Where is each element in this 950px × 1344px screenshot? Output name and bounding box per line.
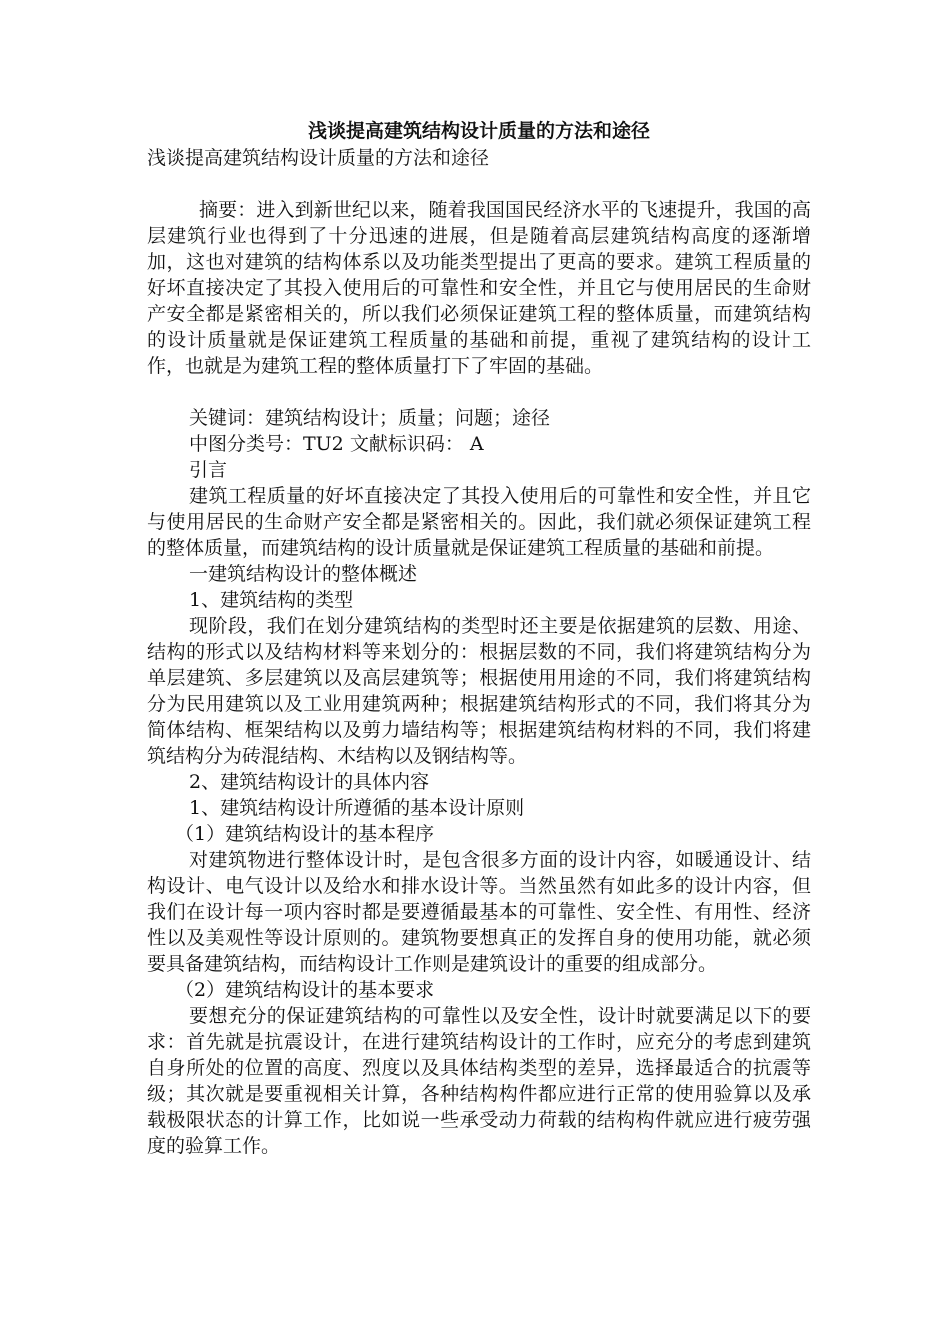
spacer [147,379,811,405]
keywords-line: 关键词：建筑结构设计；质量；问题；途径 [189,407,551,429]
section1-heading: 一建筑结构设计的整体概述 [189,563,418,585]
requirement-heading: （2）建筑结构设计的基本要求 [175,979,435,1001]
abstract-paragraph: 摘要：进入到新世纪以来，随着我国国民经济水平的飞速提升，我国的高层建筑行业也得到了十分迅速的进展，但是随着高层建筑结构高度的逐渐增加，这也对建筑的结构体系以及功能类型提出了更高的要求。建筑工程质量的好坏直接决定了其投入使用后的可靠性和安全性，并且它与使用居民的生命财产安全都是紧密相关的，所以我们必须保证建筑工程的整体质量，而建筑结构的设计质量就是保证建筑工程质量的基础和前提，重视了建筑结构的设计工作，也就是为建筑工程的整体质量打下了牢固的基础。 [147,199,811,377]
document-page [147,118,811,1159]
procedure-heading: （1）建筑结构设计的基本程序 [175,823,435,845]
section1-1-paragraph: 现阶段，我们在划分建筑结构的类型时还主要是依据建筑的层数、用途、结构的形式以及结构材料等来划分的：根据层数的不同，我们将建筑结构分为单层建筑、多层建筑以及高层建筑等；根据使用用途的不同，我们将建筑结构分为民用建筑以及工业用建筑两种；根据建筑结构形式的不同，我们将其分为简体结构、框架结构以及剪力墙结构等；根据建筑结构材料的不同，我们将建筑结构分为砖混结构、木结构以及钢结构等。 [147,615,811,767]
section1-2-heading: 2、建筑结构设计的具体内容 [189,771,430,793]
section1-2-1-heading: 1、建筑结构设计所遵循的基本设计原则 [189,797,525,819]
classification-line: 中图分类号：TU2 文献标识码： A [189,433,484,455]
procedure-paragraph: 对建筑物进行整体设计时，是包含很多方面的设计内容，如暖通设计、结构设计、电气设计以及给水和排水设计等。当然虽然有如此多的设计内容，但我们在设计每一项内容时都是要遵循最基本的可靠性、安全性、有用性、经济性以及美观性等设计原则的。建筑物要想真正的发挥自身的使用功能，就必须要具备建筑结构，而结构设计工作则是建筑设计的重要的组成部分。 [147,849,811,975]
section1-1-heading: 1、建筑结构的类型 [189,589,354,611]
intro-heading: 引言 [189,459,228,481]
document-title: 浅谈提高建筑结构设计质量的方法和途径 [307,120,650,142]
document-subtitle: 浅谈提高建筑结构设计质量的方法和途径 [147,147,490,169]
requirement-paragraph: 要想充分的保证建筑结构的可靠性以及安全性，设计时就要满足以下的要求：首先就是抗震设计，在进行建筑结构设计的工作时，应充分的考虑到建筑自身所处的位置的高度、烈度以及具体结构类型的差异，选择最适合的抗震等级；其次就是要重视相关计算，各种结构构件都应进行正常的使用验算以及承载极限状态的计算工作，比如说一些承受动力荷载的结构构件就应进行疲劳强度的验算工作。 [147,1005,811,1157]
intro-paragraph: 建筑工程质量的好坏直接决定了其投入使用后的可靠性和安全性，并且它与使用居民的生命财产安全都是紧密相关的。因此，我们就必须保证建筑工程的整体质量，而建筑结构的设计质量就是保证建筑工程质量的基础和前提。 [147,485,811,559]
